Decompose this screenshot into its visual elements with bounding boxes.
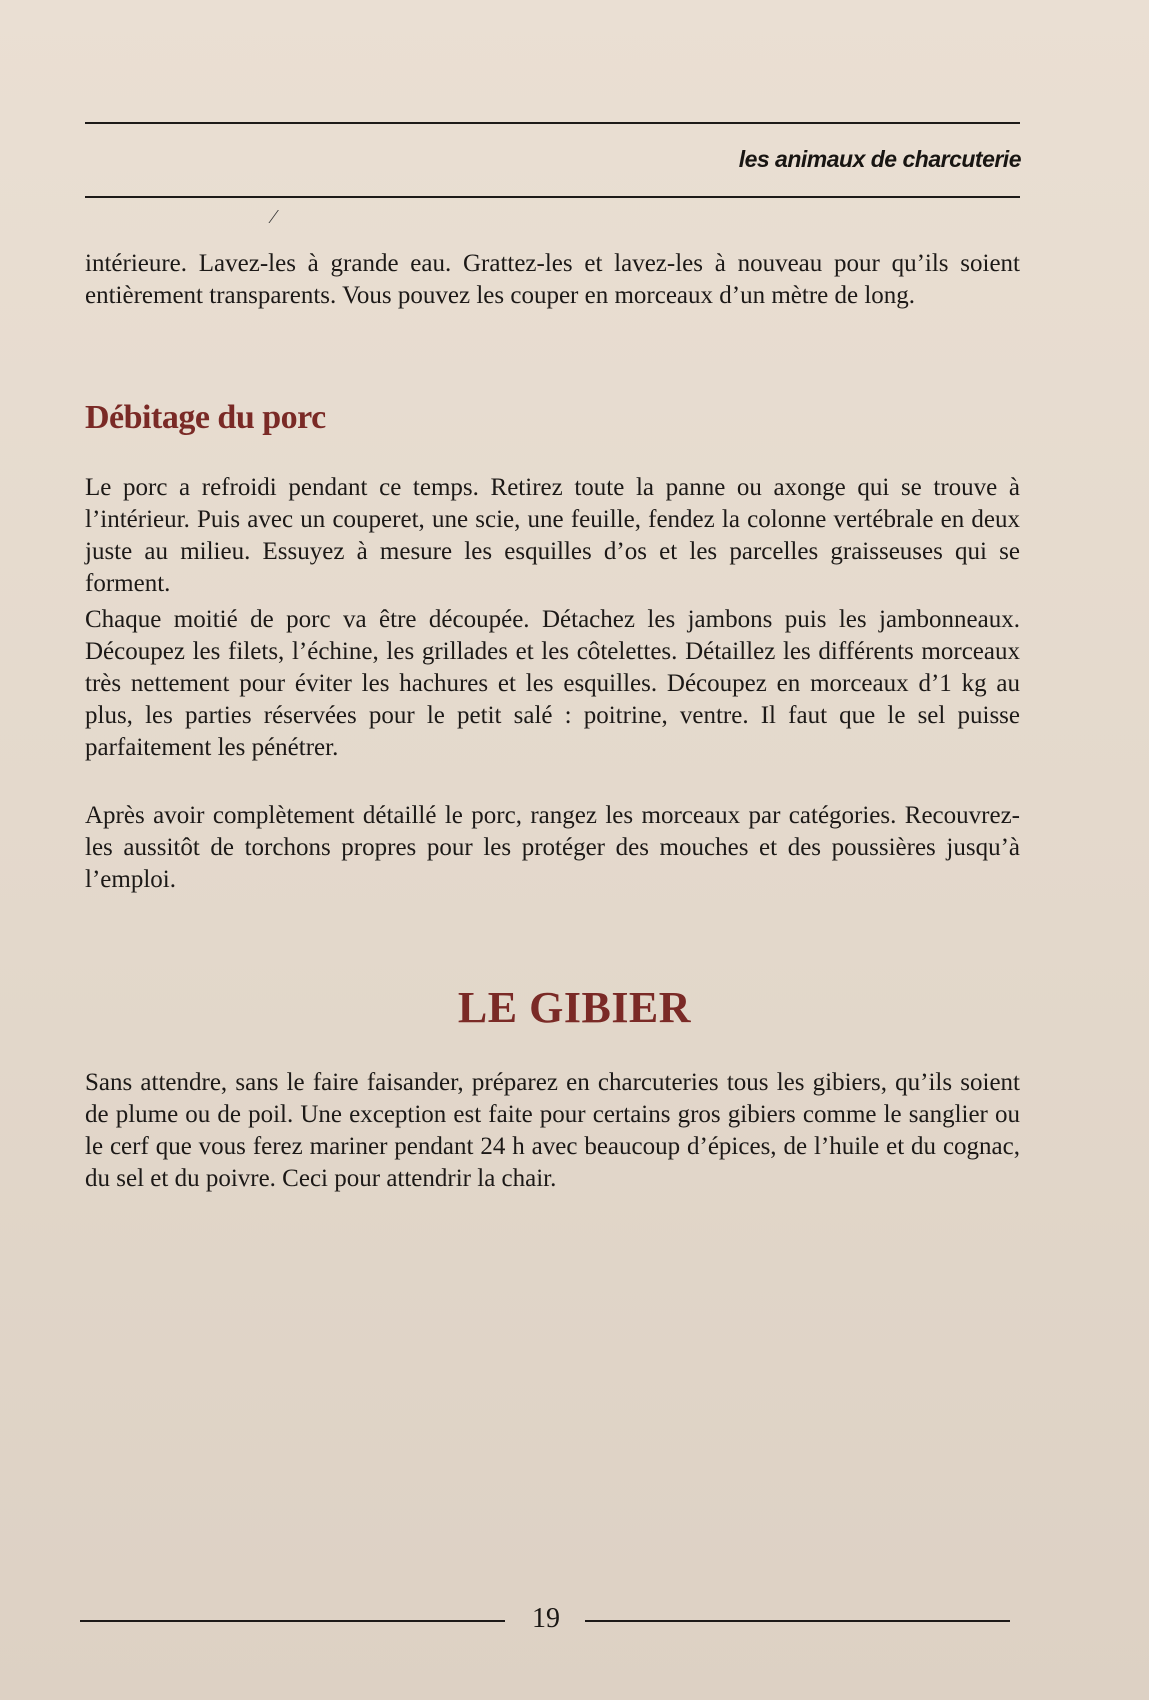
intro-paragraph: intérieure. Lavez-les à grande eau. Grattez-les et lavez-les à nouveau pour qu’ils soient entièrement transparents. Vous pouvez les couper en morceaux d’un mètre de long.	[85, 250, 1020, 309]
debitage-paragraph-3: Après avoir complètement détaillé le porc, rangez les morceaux par catégories. Recouvrez-les aussitôt de torchons propres pour les protéger des mouches et des poussières jusqu’à l’emploi.	[85, 802, 1020, 893]
footer-rule-left	[80, 1620, 505, 1622]
gibier-paragraph: Sans attendre, sans le faire faisander, préparez en charcuteries tous les gibiers, qu’ils soient de plume ou de poil. Une exception est faite pour certains gros gibiers comme le sanglier ou le cerf que vous ferez mariner pendant 24 h avec beaucoup d’épices, de l’huile et du cognac, du sel et du poivre. Ceci pour attendrir la chair.	[85, 1069, 1020, 1192]
footer-rule-right	[585, 1620, 1010, 1622]
stray-mark: ⁄	[272, 206, 276, 228]
debitage-paragraph-1: Le porc a refroidi pendant ce temps. Retirez toute la panne ou axonge qui se trouve à l’intérieur. Puis avec un couperet, une scie, une feuille, fendez la colonne vertébrale en deux juste au milieu. Essuyez à mesure les esquilles d’os et les parcelles graisseuses qui se forment.	[85, 474, 1020, 597]
page-number: 19	[532, 1603, 560, 1634]
running-head: les animaux de charcuterie	[738, 146, 1021, 172]
header-top-rule	[85, 122, 1020, 124]
header-bottom-rule	[85, 196, 1020, 198]
section-heading-gibier: LE GIBIER	[457, 983, 692, 1032]
debitage-paragraph-2: Chaque moitié de porc va être découpée. Détachez les jambons puis les jambonneaux. Découpez les filets, l’échine, les grillades et les côtelettes. Détaillez les différents morceaux très nettement pour éviter les hachures et les esquilles. Découpez en morceaux d’1 kg au plus, les parties réservées pour le petit salé : poitrine, ventre. Il faut que le sel puisse parfaitement les pénétrer.	[85, 606, 1020, 761]
section-heading-debitage: Débitage du porc	[85, 399, 326, 436]
